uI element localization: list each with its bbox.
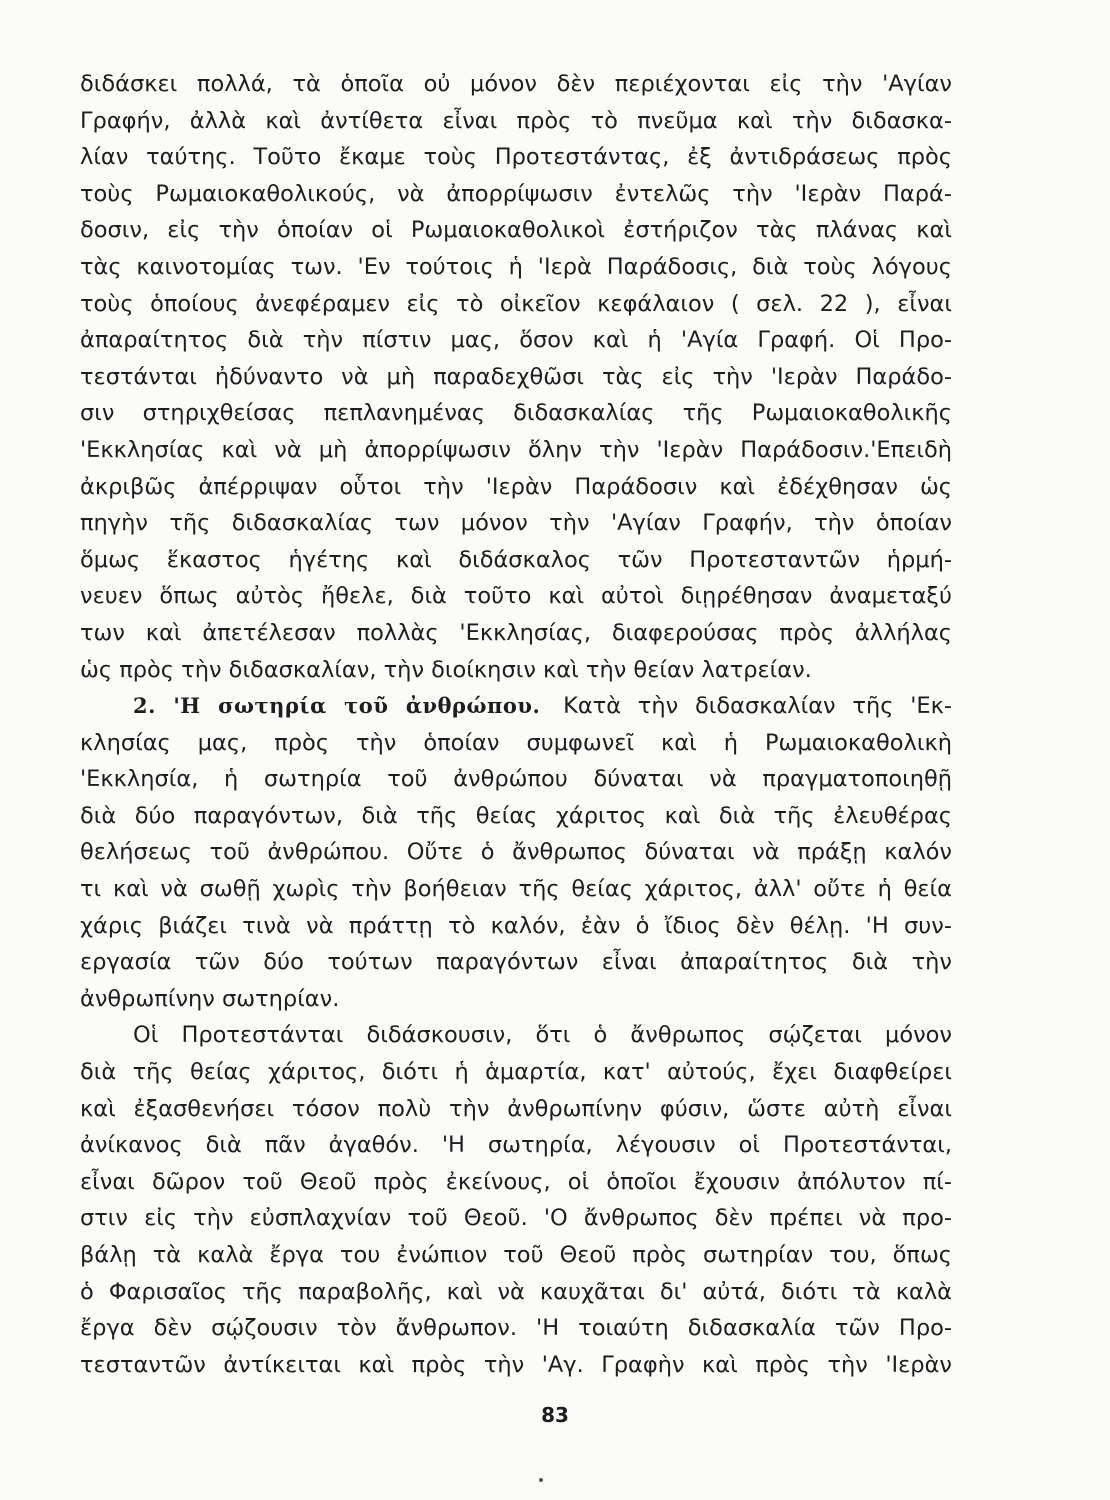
text-line: χάρις βιάζει τινὰ νὰ πράττῃ τὸ καλόν, ἐὰν ὁ ἴδιος δὲν θέλῃ. 'Η συν-	[80, 912, 952, 939]
text-line: ἔργα δὲν σῴζουσιν τὸν ἄνθρωπον. 'Η τοιαύτη διδασκαλία τῶν Προ-	[80, 1315, 952, 1342]
text-line: λίαν ταύτης. Τοῦτο ἔκαμε τοὺς Προτεστάντας, ἐξ ἀντιδράσεως πρὸς	[80, 144, 952, 171]
text-line: στιν εἰς τὴν εὐσπλαχνίαν τοῦ Θεοῦ. 'Ο ἄνθρωπος δὲν πρέπει νὰ προ-	[80, 1205, 952, 1232]
text-line: τι καὶ νὰ σωθῇ χωρὶς τὴν βοήθειαν τῆς θείας χάριτος, ἀλλ' οὔτε ἡ θεία	[80, 876, 952, 903]
text-line: ἀπαραίτητος διὰ τὴν πίστιν μας, ὅσον καὶ ἡ 'Αγία Γραφή. Οἱ Προ-	[80, 327, 952, 354]
text-block	[80, 66, 952, 1383]
text-line: διὰ δύο παραγόντων, διὰ τῆς θείας χάριτος καὶ διὰ τῆς ἐλευθέρας	[80, 802, 952, 829]
paragraph-2	[80, 688, 952, 1017]
text-line: τοὺς ὁποίους ἀνεφέραμεν εἰς τὸ οἰκεῖον κεφάλαιον ( σελ. 22 ), εἶναι	[80, 290, 952, 317]
text-line: 'Εκκλησία, ἡ σωτηρία τοῦ ἀνθρώπου δύναται νὰ πραγματοποιηθῇ	[80, 766, 952, 793]
text-line: βάλῃ τὰ καλὰ ἔργα του ἐνώπιον τοῦ Θεοῦ πρὸς σωτηρίαν του, ὅπως	[80, 1242, 952, 1268]
paragraph-3	[80, 1017, 952, 1383]
text-line: ἀνθρωπίνην σωτηρίαν.	[80, 985, 340, 1012]
text-line: πηγὴν τῆς διδασκαλίας των μόνον τὴν 'Αγίαν Γραφήν, τὴν ὁποίαν	[80, 510, 952, 537]
text-line: τοὺς Ρωμαιοκαθολικούς, νὰ ἀπορρίψωσιν ἐντελῶς τὴν 'Ιερὰν Παρά-	[80, 180, 952, 207]
text-line: κλησίας μας, πρὸς τὴν ὁποίαν συμφωνεῖ καὶ ἡ Ρωμαιοκαθολικὴ	[80, 729, 952, 756]
text-line: ὁ Φαρισαῖος τῆς παραβολῆς, καὶ νὰ καυχᾶται δι' αὐτά, διότι τὰ καλὰ	[80, 1278, 952, 1305]
section-heading-line	[80, 688, 952, 725]
text-line: ὡς πρὸς τὴν διδασκαλίαν, τὴν διοίκησιν καὶ τὴν θείαν λατρείαν.	[80, 656, 812, 683]
text-line: νευεν ὅπως αὐτὸς ἤθελε, διὰ τοῦτο καὶ αὐτοὶ διῃρέθησαν ἀναμεταξύ	[80, 583, 952, 610]
section-heading: 2. 'Η σωτηρία τοῦ ἀνθρώπου.	[133, 693, 541, 719]
text-line: καὶ ἐξασθενήσει τόσον πολὺ τὴν ἀνθρωπίνην φύσιν, ὥστε αὐτὴ εἶναι	[80, 1095, 952, 1122]
text-line: ὅμως ἕκαστος ἡγέτης καὶ διδάσκαλος τῶν Προτεσταντῶν ἡρμή-	[80, 546, 952, 573]
text-line: θελήσεως τοῦ ἀνθρώπου. Οὔτε ὁ ἄνθρωπος δύναται νὰ πράξῃ καλόν	[80, 839, 952, 866]
text-line: των καὶ ἀπετέλεσαν πολλὰς 'Εκκλησίας, διαφερούσας πρὸς ἀλλήλας	[80, 619, 952, 646]
text-line: ἀνίκανος διὰ πᾶν ἀγαθόν. 'Η σωτηρία, λέγουσιν οἱ Προτεστάνται,	[80, 1132, 952, 1159]
paragraph-1	[80, 66, 952, 688]
text-line: 'Εκκλησίας καὶ νὰ μὴ ἀπορρίψωσιν ὅλην τὴν 'Ιερὰν Παράδοσιν.'Επειδὴ	[80, 436, 952, 463]
text-line: σιν στηριχθείσας πεπλανημένας διδασκαλίας τῆς Ρωμαιοκαθολικῆς	[80, 400, 952, 427]
text-line: διὰ τῆς θείας χάριτος, διότι ἡ ἁμαρτία, κατ' αὐτούς, ἔχει διαφθείρει	[80, 1059, 952, 1086]
text-line: δοσιν, εἰς τὴν ὁποίαν οἱ Ρωμαιοκαθολικοὶ ἐστήριζον τὰς πλάνας καὶ	[80, 217, 952, 244]
page-number: 83	[541, 1403, 569, 1427]
print-speck	[539, 1478, 543, 1482]
text-line: τεσταντῶν ἀντίκειται καὶ πρὸς τὴν 'Αγ. Γραφὴν καὶ πρὸς τὴν 'Ιερὰν	[80, 1351, 952, 1378]
text-fragment: Κατὰ τὴν διδασκαλίαν τῆς 'Εκ-	[563, 693, 952, 720]
text-line: Οἱ Προτεστάνται διδάσκουσιν, ὅτι ὁ ἄνθρωπος σῴζεται μόνον	[133, 1022, 952, 1049]
text-line: ἀκριβῶς ἀπέρριψαν οὗτοι τὴν 'Ιερὰν Παράδοσιν καὶ ἐδέχθησαν ὡς	[80, 473, 952, 500]
text-line: εἶναι δῶρον τοῦ Θεοῦ πρὸς ἐκείνους, οἱ ὁποῖοι ἔχουσιν ἀπόλυτον πί-	[80, 1168, 952, 1195]
text-line: εργασία τῶν δύο τούτων παραγόντων εἶναι ἀπαραίτητος διὰ τὴν	[80, 949, 952, 976]
text-line: τὰς καινοτομίας των. 'Εν τούτοις ἡ 'Ιερὰ Παράδοσις, διὰ τοὺς λόγους	[80, 253, 952, 280]
text-line: Γραφήν, ἀλλὰ καὶ ἀντίθετα εἶναι πρὸς τὸ πνεῦμα καὶ τὴν διδασκα-	[80, 107, 952, 134]
text-line: τεστάνται ἠδύναντο νὰ μὴ παραδεχθῶσι τὰς εἰς τὴν 'Ιερὰν Παράδο-	[80, 363, 952, 390]
text-line: διδάσκει πολλά, τὰ ὁποῖα οὐ μόνον δὲν περιέχονται εἰς τὴν 'Αγίαν	[80, 71, 952, 97]
